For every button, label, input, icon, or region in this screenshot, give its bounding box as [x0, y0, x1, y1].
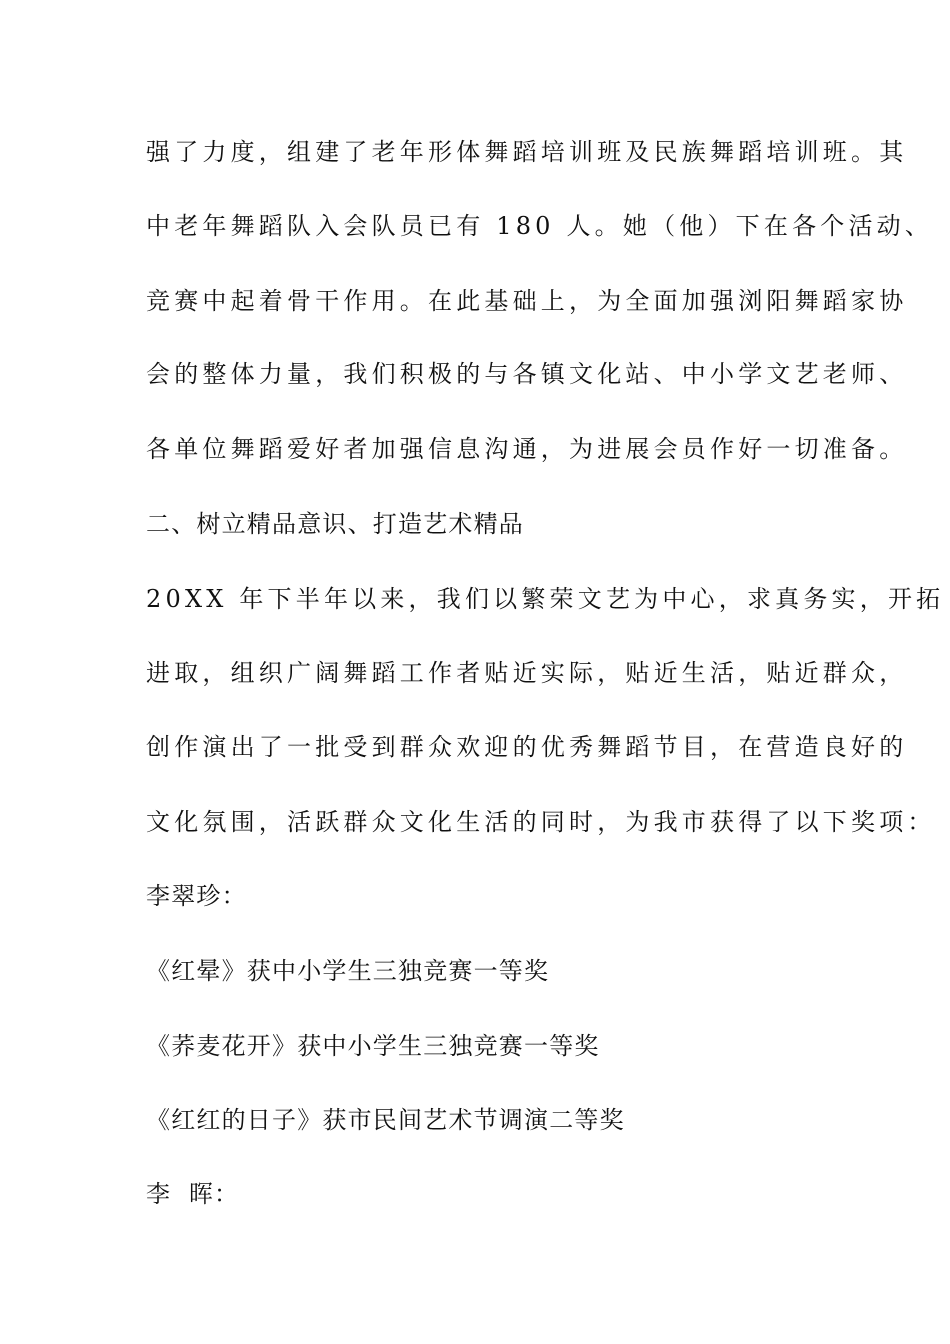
paragraph-line: 强了力度，组建了老年形体舞蹈培训班及民族舞蹈培训班。其 [146, 138, 908, 166]
award-item: 《红红的日子》获市民间艺术节调演二等奖 [146, 1106, 625, 1134]
section-heading: 二、树立精品意识、打造艺术精品 [146, 510, 524, 538]
paragraph-line: 各单位舞蹈爱好者加强信息沟通，为进展会员作好一切准备。 [146, 435, 908, 463]
awardee-name: 李翠珍： [146, 882, 247, 910]
paragraph-line: 文化氛围，活跃群众文化生活的同时，为我市获得了以下奖项： [146, 808, 936, 836]
paragraph-line: 中老年舞蹈队入会队员已有 180 人。她（他）下在各个活动、 [146, 212, 934, 240]
paragraph-line: 20XX 年下半年以来，我们以繁荣文艺为中心，求真务实，开拓 [146, 585, 945, 613]
paragraph-line: 创作演出了一批受到群众欢迎的优秀舞蹈节目，在营造良好的 [146, 733, 908, 761]
award-item: 《红晕》获中小学生三独竞赛一等奖 [146, 957, 550, 985]
awardee-name: 李 晖： [146, 1180, 240, 1208]
paragraph-line: 进取，组织广阔舞蹈工作者贴近实际，贴近生活，贴近群众， [146, 659, 908, 687]
award-item: 《荞麦花开》获中小学生三独竞赛一等奖 [146, 1032, 600, 1060]
paragraph-line: 会的整体力量，我们积极的与各镇文化站、中小学文艺老师、 [146, 360, 908, 388]
paragraph-line: 竞赛中起着骨干作用。在此基础上，为全面加强浏阳舞蹈家协 [146, 287, 908, 315]
